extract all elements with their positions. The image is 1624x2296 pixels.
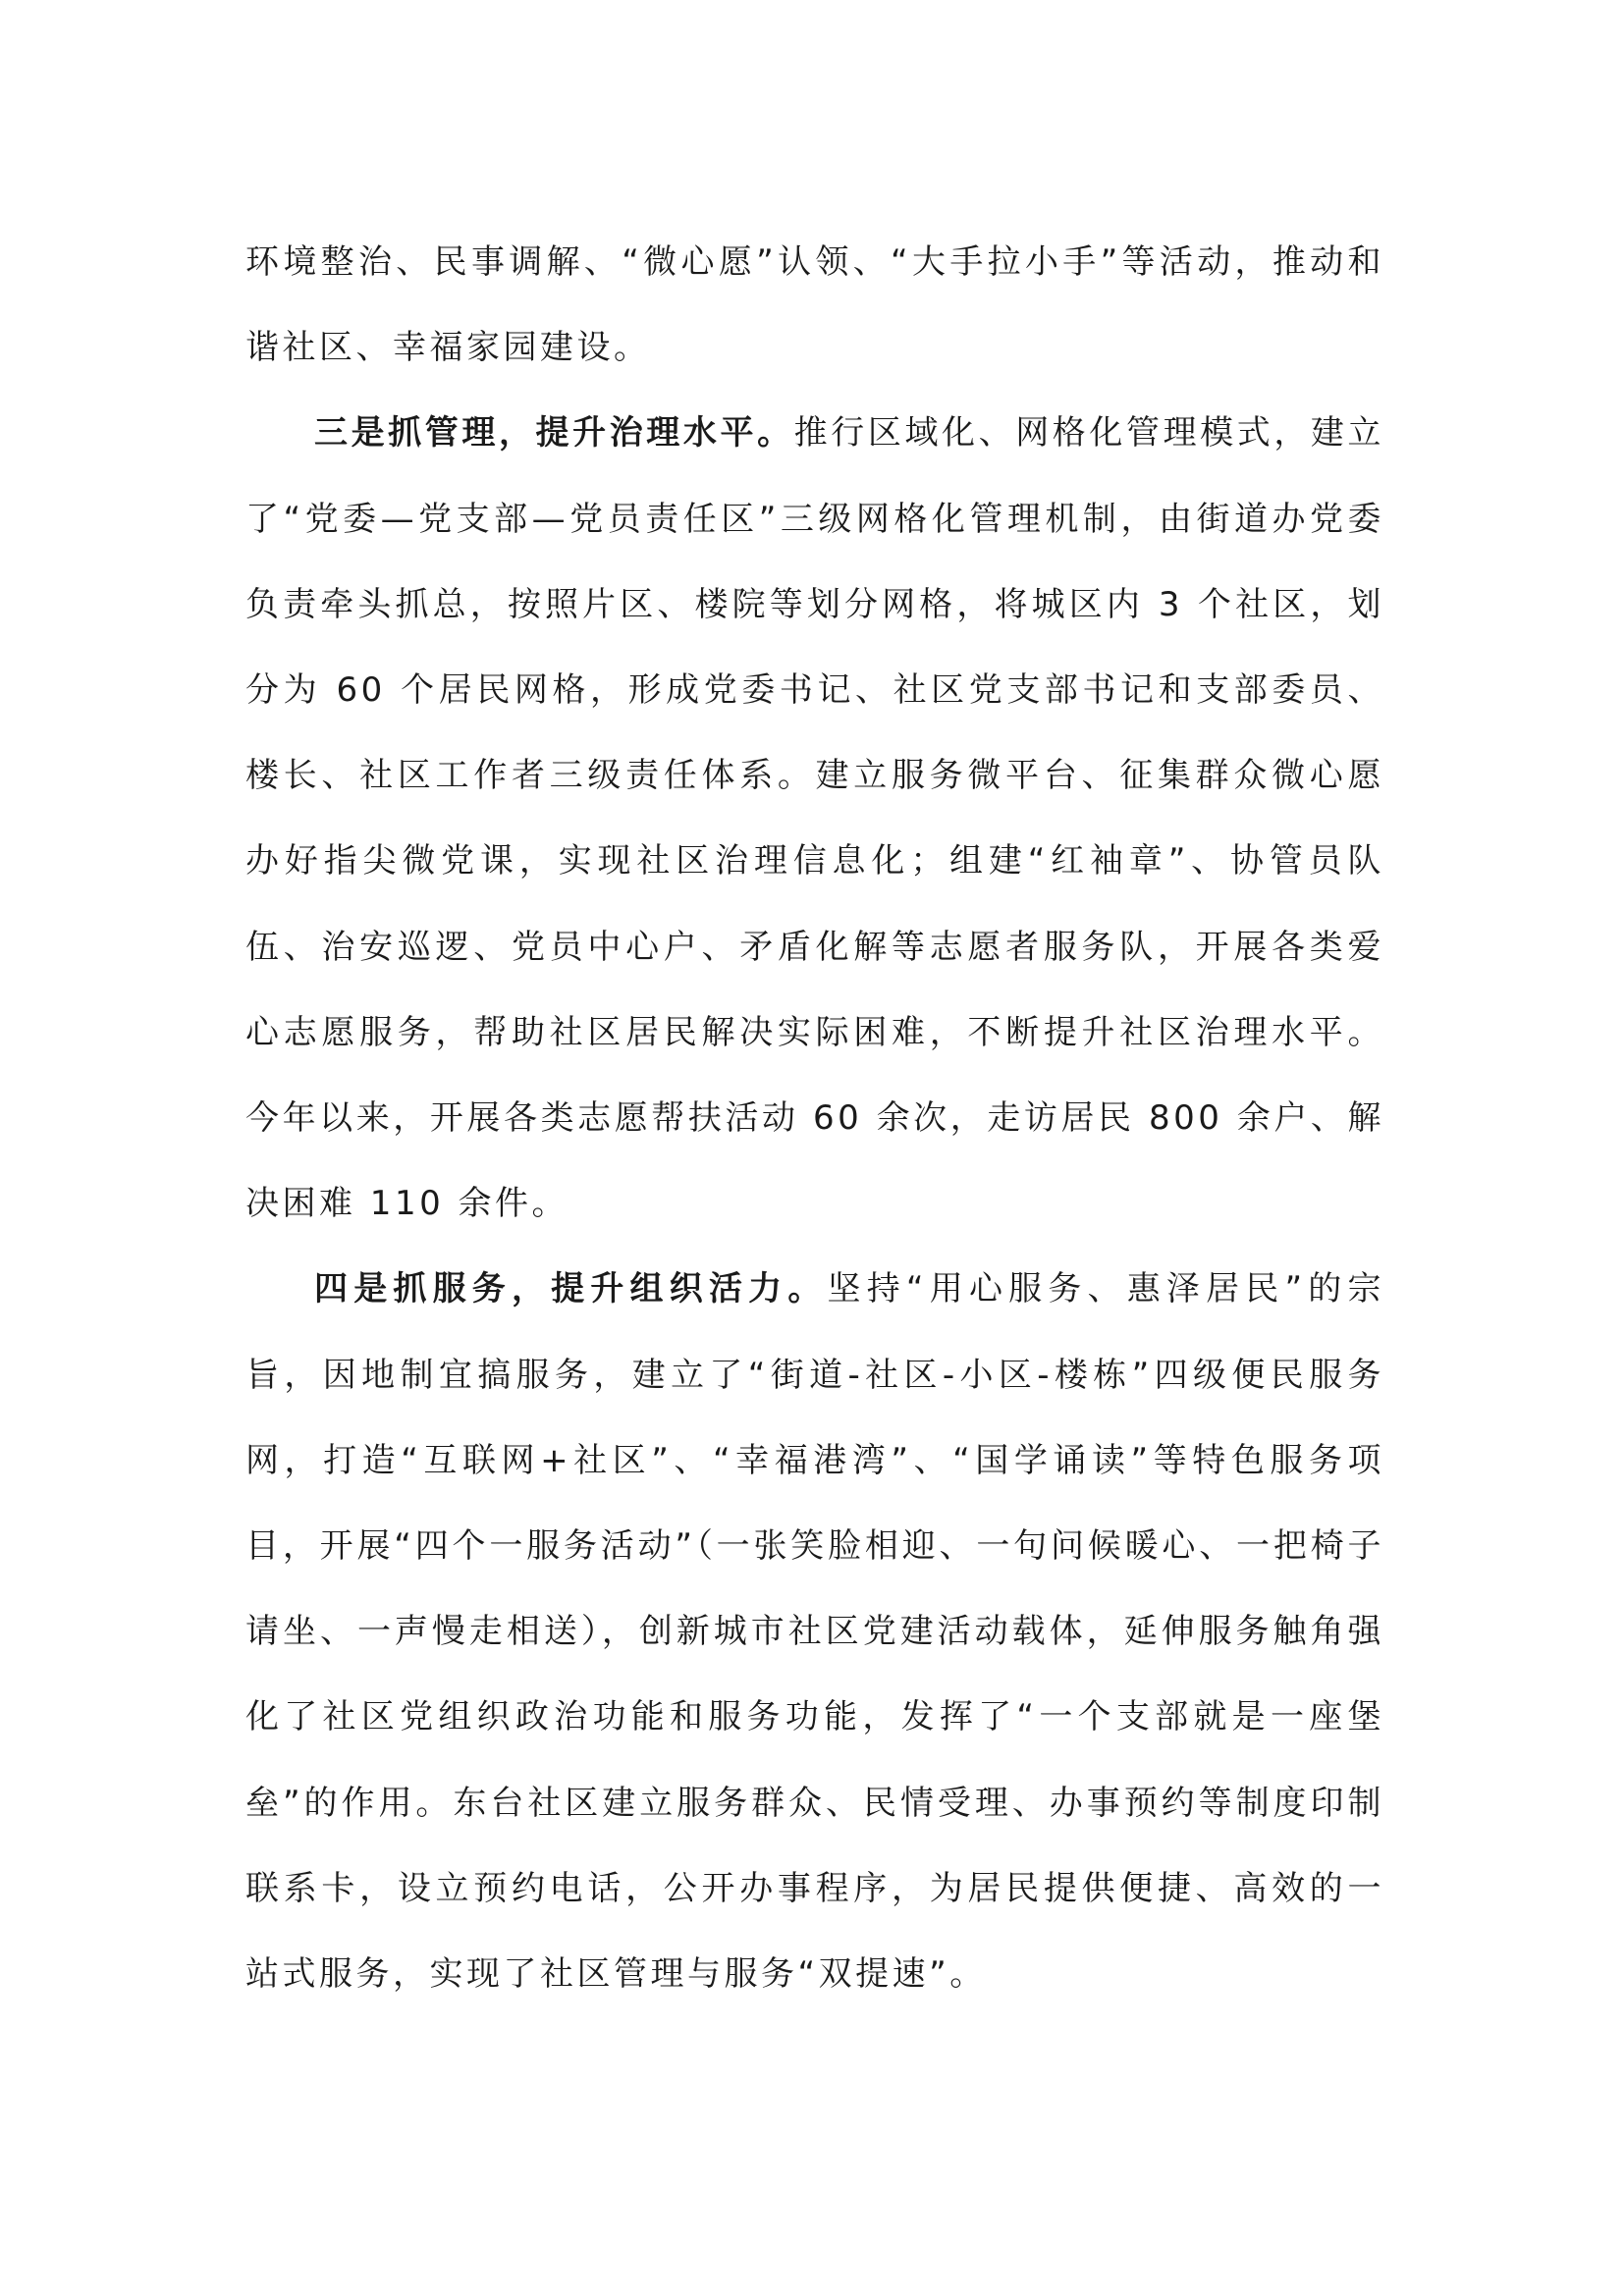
- paragraph-service: [245, 1247, 1384, 2017]
- paragraph-heading: 三是抓管理，提升治理水平。: [314, 413, 794, 454]
- paragraph-body: 推行区域化、网格化管理模式，建立了“党委—党支部—党员责任区”三级网格化管理机制，由街道办党委负责牵头抓总，按照片区、楼院等划分网格，将城区内 3 个社区，划分为 60 个居民网格，形成党委书记、社区党支部书记和支部委员、楼长、社区工作者三级责任体系。建立服务微平台、征集群众微心愿办好指尖微党课，实现社区治理信息化；组建“红袖章”、协管员队伍、治安巡逻、党员中心户、矛盾化解等志愿者服务队，开展各类爱心志愿服务，帮助社区居民解决实际困难，不断提升社区治理水平。今年以来，开展各类志愿帮扶活动 60 余次，走访居民 800 余户、解决困难 110 余件。: [245, 413, 1385, 1224]
- paragraph-body: 环境整治、民事调解、“微心愿”认领、“大手拉小手”等活动，推动和谐社区、幸福家园建设。: [245, 242, 1384, 368]
- paragraph-body: 坚持“用心服务、惠泽居民”的宗旨，因地制宜搞服务，建立了“街道-社区-小区-楼栋”四级便民服务网，打造“互联网+社区”、“幸福港湾”、“国学诵读”等特色服务项目，开展“四个一服务活动”（一张笑脸相迎、一句问候暖心、一把椅子请坐、一声慢走相送），创新城市社区党建活动载体，延伸服务触角强化了社区党组织政治功能和服务功能，发挥了“一个支部就是一座堡垒”的作用。东台社区建立服务群众、民情受理、办事预约等制度印制联系卡，设立预约电话，公开办事程序，为居民提供便捷、高效的一站式服务，实现了社区管理与服务“双提速”。: [245, 1269, 1385, 1995]
- paragraph-continuation: [245, 220, 1384, 391]
- paragraph-management: [245, 391, 1384, 1247]
- document-body: [245, 220, 1384, 2017]
- paragraph-heading: 四是抓服务，提升组织活力。: [314, 1269, 828, 1309]
